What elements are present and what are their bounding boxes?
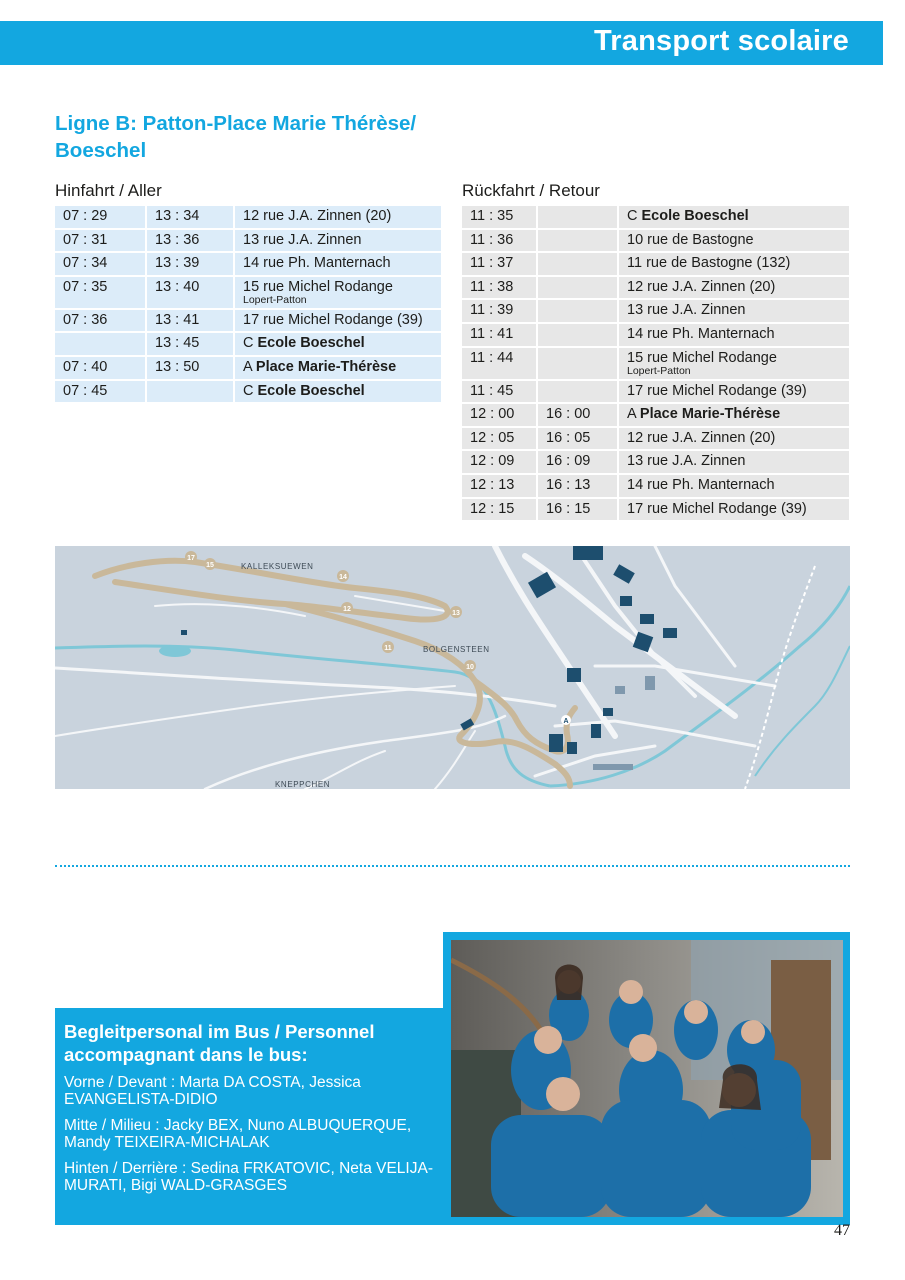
stop-name: 11 rue de Bastogne (132)	[627, 255, 791, 272]
time-cell-2	[538, 277, 619, 299]
stop-name: 17 rue Michel Rodange (39)	[243, 311, 423, 328]
svg-text:A: A	[563, 718, 569, 725]
timetable-row	[55, 310, 441, 332]
timetable-row	[462, 404, 849, 426]
timetable-row	[55, 230, 441, 252]
stop-cell	[619, 206, 849, 228]
map-marker-15	[204, 558, 216, 570]
stop-cell	[619, 324, 849, 346]
retour-timetable	[462, 204, 849, 522]
staff-box	[55, 1008, 446, 1225]
time-cell-2: 13 : 40	[147, 277, 235, 308]
route-map	[55, 546, 850, 789]
stop-name-bold: Ecole Boeschel	[257, 335, 365, 352]
stop-cell	[235, 277, 441, 308]
timetable-row	[55, 381, 441, 403]
stop-cell	[619, 404, 849, 426]
time-cell-1: 11 : 39	[462, 300, 538, 322]
staff-front: Vorne / Devant : Marta DA COSTA, Jessica EVANGELISTA-DIDIO	[64, 1074, 361, 1108]
stop-cell	[235, 333, 441, 355]
time-cell-1: 11 : 37	[462, 253, 538, 275]
timetable-row	[462, 499, 849, 521]
stop-cell	[619, 451, 849, 473]
timetable-row	[462, 253, 849, 275]
timetable-row	[55, 333, 441, 355]
time-cell-1: 07 : 40	[55, 357, 147, 379]
time-cell-2	[538, 348, 619, 379]
stop-prefix: A	[243, 358, 256, 375]
timetable-row	[462, 348, 849, 379]
map-marker-a	[561, 715, 571, 725]
timetable-row	[55, 357, 441, 379]
map-marker-11	[382, 641, 394, 653]
time-cell-1: 11 : 44	[462, 348, 538, 379]
aller-timetable	[55, 204, 441, 404]
map-marker-17	[185, 551, 197, 563]
time-cell-1: 12 : 13	[462, 475, 538, 497]
time-cell-2: 13 : 50	[147, 357, 235, 379]
stop-cell	[235, 230, 441, 252]
time-cell-1: 12 : 09	[462, 451, 538, 473]
retour-label: Rückfahrt / Retour	[462, 181, 600, 200]
stop-prefix: A	[627, 406, 640, 423]
time-cell-1: 12 : 00	[462, 404, 538, 426]
time-cell-1: 07 : 36	[55, 310, 147, 332]
time-cell-1: 11 : 35	[462, 206, 538, 228]
stop-cell	[619, 277, 849, 299]
stop-cell	[619, 475, 849, 497]
staff-back: Hinten / Derrière : Sedina FRKATOVIC, Neta VELIJA-MURATI, Bigi WALD-GRASGES	[64, 1160, 433, 1194]
timetable-row	[462, 300, 849, 322]
map-place-north: KALLEKSUEWEN	[241, 562, 314, 571]
timetable-row	[462, 277, 849, 299]
time-cell-1: 11 : 45	[462, 381, 538, 403]
stop-name: 15 rue Michel Rodange	[243, 278, 393, 295]
svg-text:10: 10	[466, 664, 474, 671]
time-cell-2	[147, 381, 235, 403]
timetable-row	[462, 324, 849, 346]
time-cell-2	[538, 381, 619, 403]
time-cell-2	[538, 324, 619, 346]
time-cell-1: 07 : 29	[55, 206, 147, 228]
stop-name: 17 rue Michel Rodange (39)	[627, 500, 807, 517]
aller-label: Hinfahrt / Aller	[55, 181, 162, 200]
map-marker-13	[450, 606, 462, 618]
time-cell-2: 16 : 09	[538, 451, 619, 473]
staff-heading: Begleitpersonal im Bus / Personnel accompagnant dans le bus:	[64, 1021, 375, 1065]
staff-middle: Mitte / Milieu : Jacky BEX, Nuno ALBUQUERQUE, Mandy TEIXEIRA-MICHALAK	[64, 1117, 412, 1151]
stop-name: 15 rue Michel Rodange	[627, 349, 777, 366]
map-marker-14	[337, 570, 349, 582]
stop-prefix: C	[627, 208, 642, 224]
time-cell-1: 12 : 15	[462, 499, 538, 521]
svg-text:14: 14	[339, 574, 347, 581]
time-cell-1: 07 : 35	[55, 277, 147, 308]
stop-name-bold: Place Marie-Thérèse	[255, 358, 397, 375]
route-map-graphic	[55, 546, 850, 789]
timetable-row	[55, 277, 441, 308]
time-cell-2: 13 : 45	[147, 333, 235, 355]
stop-cell	[619, 348, 849, 379]
staff-photo	[451, 940, 843, 1217]
time-cell-2: 13 : 36	[147, 230, 235, 252]
timetable-row	[55, 206, 441, 228]
svg-text:17: 17	[187, 555, 195, 562]
stop-name: 13 rue J.A. Zinnen	[627, 453, 746, 470]
stop-name-bold: Ecole Boeschel	[257, 382, 365, 399]
timetable-row	[462, 451, 849, 473]
stop-cell	[619, 381, 849, 403]
time-cell-2	[538, 206, 619, 228]
time-cell-1: 11 : 41	[462, 324, 538, 346]
map-place-center: BOLGENSTEEN	[423, 645, 490, 654]
staff-photo-graphic	[451, 940, 843, 1217]
svg-text:12: 12	[343, 606, 351, 613]
timetable-row	[55, 253, 441, 275]
time-cell-2	[538, 230, 619, 252]
stop-cell	[619, 499, 849, 521]
stop-name: 10 rue de Bastogne	[627, 231, 754, 248]
header-bar	[0, 21, 883, 65]
timetable-row	[462, 428, 849, 450]
stop-cell	[619, 230, 849, 252]
stop-cell	[619, 253, 849, 275]
time-cell-1: 07 : 34	[55, 253, 147, 275]
map-place-south: KNEPPCHEN	[275, 780, 331, 789]
timetable-row	[462, 230, 849, 252]
stop-name: 17 rue Michel Rodange (39)	[627, 382, 807, 399]
time-cell-1	[55, 333, 147, 355]
map-marker-10	[464, 660, 476, 672]
time-cell-2: 16 : 13	[538, 475, 619, 497]
timetable-row	[462, 475, 849, 497]
svg-text:13: 13	[452, 610, 460, 617]
stop-name-bold: Ecole Boeschel	[641, 208, 749, 224]
timetable-row	[462, 381, 849, 403]
stop-name: 12 rue J.A. Zinnen (20)	[627, 429, 776, 446]
time-cell-2: 13 : 39	[147, 253, 235, 275]
time-cell-2: 13 : 41	[147, 310, 235, 332]
stop-cell	[235, 381, 441, 403]
time-cell-2: 13 : 34	[147, 206, 235, 228]
timetable-row	[462, 206, 849, 228]
map-marker-12	[341, 602, 353, 614]
page-title: Transport scolaire	[593, 25, 849, 57]
map-lake	[159, 645, 191, 657]
stop-name: 13 rue J.A. Zinnen	[627, 302, 746, 319]
time-cell-2: 16 : 15	[538, 499, 619, 521]
svg-text:15: 15	[206, 562, 214, 569]
page-number: 47	[834, 1222, 850, 1239]
stop-cell	[619, 300, 849, 322]
stop-name: 12 rue J.A. Zinnen (20)	[627, 278, 776, 295]
stop-prefix: C	[243, 382, 258, 399]
stop-cell	[235, 310, 441, 332]
time-cell-1: 11 : 38	[462, 277, 538, 299]
stop-name: 13 rue J.A. Zinnen	[243, 231, 362, 248]
section-divider	[55, 865, 850, 867]
staff-photo-frame	[443, 932, 850, 1225]
stop-name: 12 rue J.A. Zinnen (20)	[243, 208, 392, 224]
time-cell-1: 12 : 05	[462, 428, 538, 450]
stop-sublabel: Lopert-Patton	[627, 364, 691, 377]
stop-sublabel: Lopert-Patton	[243, 293, 307, 306]
stop-cell	[619, 428, 849, 450]
time-cell-1: 07 : 31	[55, 230, 147, 252]
time-cell-1: 07 : 45	[55, 381, 147, 403]
stop-cell	[235, 253, 441, 275]
stop-name: 14 rue Ph. Manternach	[627, 476, 775, 493]
time-cell-2	[538, 300, 619, 322]
svg-text:11: 11	[384, 645, 392, 652]
time-cell-2: 16 : 00	[538, 404, 619, 426]
stop-name: 14 rue Ph. Manternach	[243, 255, 391, 272]
stop-cell	[235, 206, 441, 228]
stop-prefix: C	[243, 335, 258, 352]
stop-cell	[235, 357, 441, 379]
time-cell-1: 11 : 36	[462, 230, 538, 252]
time-cell-2	[538, 253, 619, 275]
line-title: Ligne B: Patton-Place Marie Thérèse/ Boeschel	[55, 112, 417, 162]
map-background	[55, 546, 850, 789]
stop-name: 14 rue Ph. Manternach	[627, 325, 775, 342]
time-cell-2: 16 : 05	[538, 428, 619, 450]
stop-name-bold: Place Marie-Thérèse	[639, 406, 781, 423]
